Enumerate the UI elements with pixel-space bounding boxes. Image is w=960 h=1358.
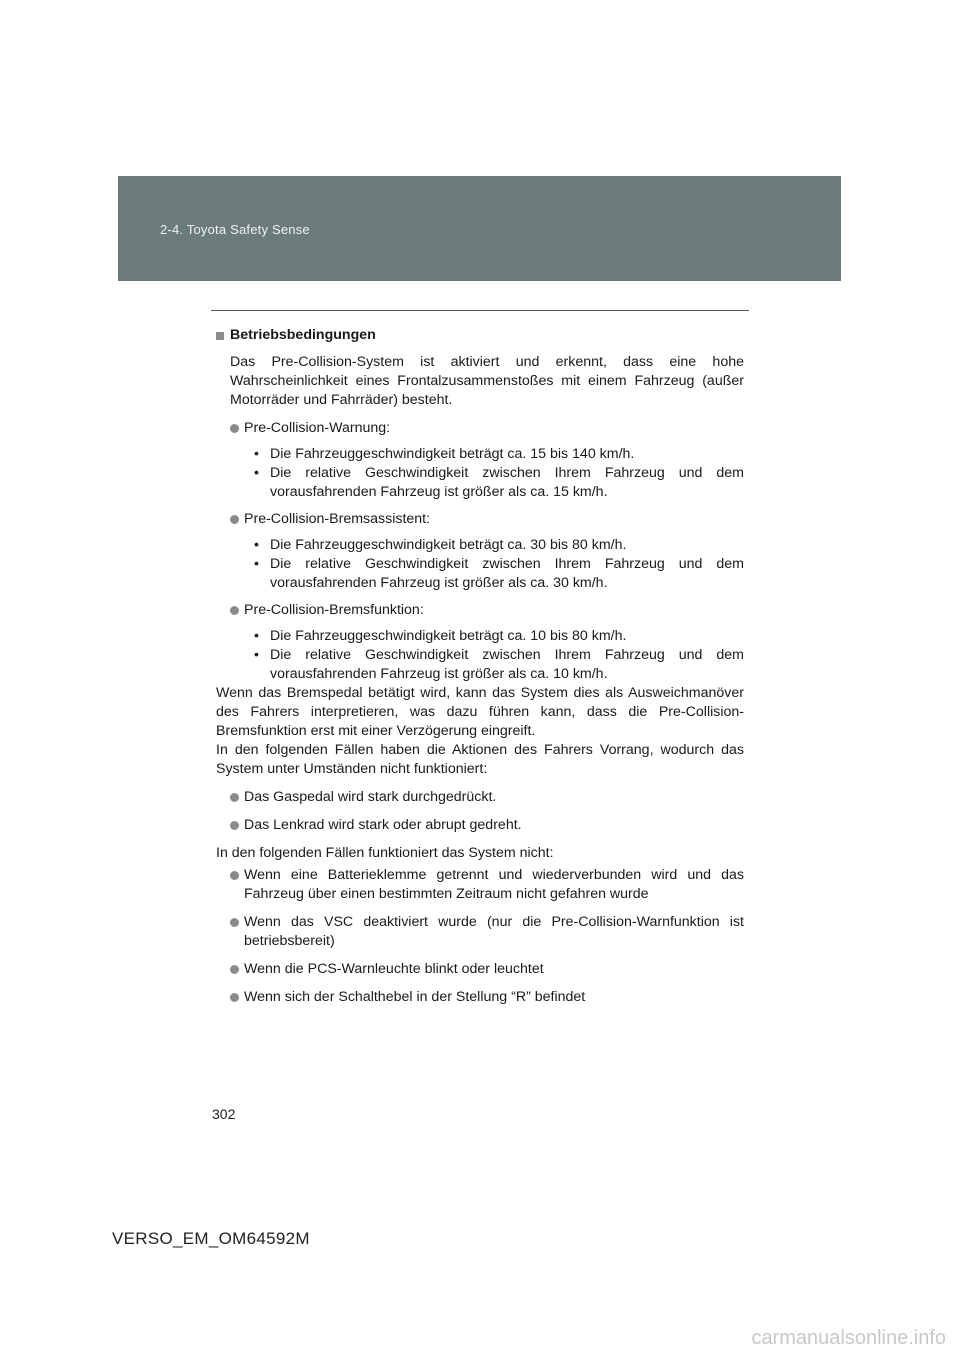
small-bullet-icon: • (254, 537, 259, 553)
brake-note-paragraph: Wenn das Bremspedal betätigt wird, kann das System dies als Ausweichmanöver des Fahrers interpretieren, was dazu führen kann, dass die Pre-Collision-Bremsfunktion erst mit einer Verzögerung eingreift. (216, 685, 744, 739)
circle-bullet-icon (230, 606, 239, 615)
list-item: • Die relative Geschwindigkeit zwischen Ihrem Fahrzeug und dem vorausfahrenden Fahrzeug ist größer als ca. 15 km/h. (254, 465, 744, 500)
condition-group (216, 510, 744, 593)
group-title: Pre-Collision-Bremsfunktion: (244, 602, 424, 618)
circle-bullet-icon (230, 918, 239, 927)
circle-bullet-icon (230, 515, 239, 524)
watermark: carmanualsonline.info (751, 1327, 946, 1349)
list-item: Wenn das VSC deaktiviert wurde (nur die Pre-Collision-Warnfunktion ist betriebsbereit) (230, 913, 744, 951)
list-item: • Die relative Geschwindigkeit zwischen Ihrem Fahrzeug und dem vorausfahrenden Fahrzeug ist größer als ca. 30 km/h. (254, 556, 744, 591)
list-item: • Die Fahrzeuggeschwindigkeit beträgt ca. 30 bis 80 km/h. (254, 537, 627, 553)
condition-group (216, 419, 744, 502)
group-title: Pre-Collision-Bremsassistent: (244, 511, 431, 527)
circle-bullet-icon (230, 793, 239, 802)
document-code: VERSO_EM_OM64592M (112, 1229, 310, 1248)
section-divider (211, 310, 749, 311)
circle-bullet-icon (230, 424, 239, 433)
list-item: • Die Fahrzeuggeschwindigkeit beträgt ca. 10 bis 80 km/h. (254, 628, 627, 644)
chapter-title: 2-4. Toyota Safety Sense (160, 222, 310, 237)
condition-group (216, 601, 744, 684)
section-heading-text: Betriebsbedingungen (230, 327, 376, 343)
small-bullet-icon: • (254, 556, 259, 572)
small-bullet-icon: • (254, 628, 259, 644)
main-content (216, 326, 744, 1007)
chapter-header-band (118, 176, 841, 281)
circle-bullet-icon (230, 871, 239, 880)
group-title: Pre-Collision-Warnung: (244, 420, 391, 436)
intro-paragraph: Das Pre-Collision-System ist aktiviert und erkennt, dass eine hohe Wahrscheinlichkeit eines Frontalzusammenstoßes mit einem Fahrzeug (außer Motorräder und Fahrräder) besteht. (230, 354, 744, 408)
small-bullet-icon: • (254, 446, 259, 462)
nonfunction-intro-paragraph: In den folgenden Fällen funktioniert das System nicht: (216, 845, 554, 861)
list-item: Wenn sich der Schalthebel in der Stellung “R” befindet (230, 988, 744, 1007)
priority-intro-paragraph: In den folgenden Fällen haben die Aktionen des Fahrers Vorrang, wodurch das System unter Umständen nicht funktioniert: (216, 742, 744, 777)
circle-bullet-icon (230, 965, 239, 974)
small-bullet-icon: • (254, 465, 259, 481)
list-item: • Die relative Geschwindigkeit zwischen Ihrem Fahrzeug und dem vorausfahrenden Fahrzeug ist größer als ca. 10 km/h. (254, 647, 744, 682)
section-heading (216, 326, 744, 345)
list-item: Wenn eine Batterieklemme getrennt und wiederverbunden wird und das Fahrzeug über einen bestimmten Zeitraum nicht gefahren wurde (230, 866, 744, 904)
list-item: • Die Fahrzeuggeschwindigkeit beträgt ca. 15 bis 140 km/h. (254, 446, 635, 462)
priority-list (216, 788, 744, 835)
nonfunction-list (216, 866, 744, 1007)
list-item: Das Lenkrad wird stark oder abrupt gedreht. (230, 816, 744, 835)
list-item: Wenn die PCS-Warnleuchte blinkt oder leuchtet (230, 960, 744, 979)
page-number: 302 (212, 1106, 236, 1122)
circle-bullet-icon (230, 993, 239, 1002)
small-bullet-icon: • (254, 647, 259, 663)
square-bullet-icon (216, 332, 224, 340)
list-item: Das Gaspedal wird stark durchgedrückt. (230, 788, 744, 807)
circle-bullet-icon (230, 821, 239, 830)
